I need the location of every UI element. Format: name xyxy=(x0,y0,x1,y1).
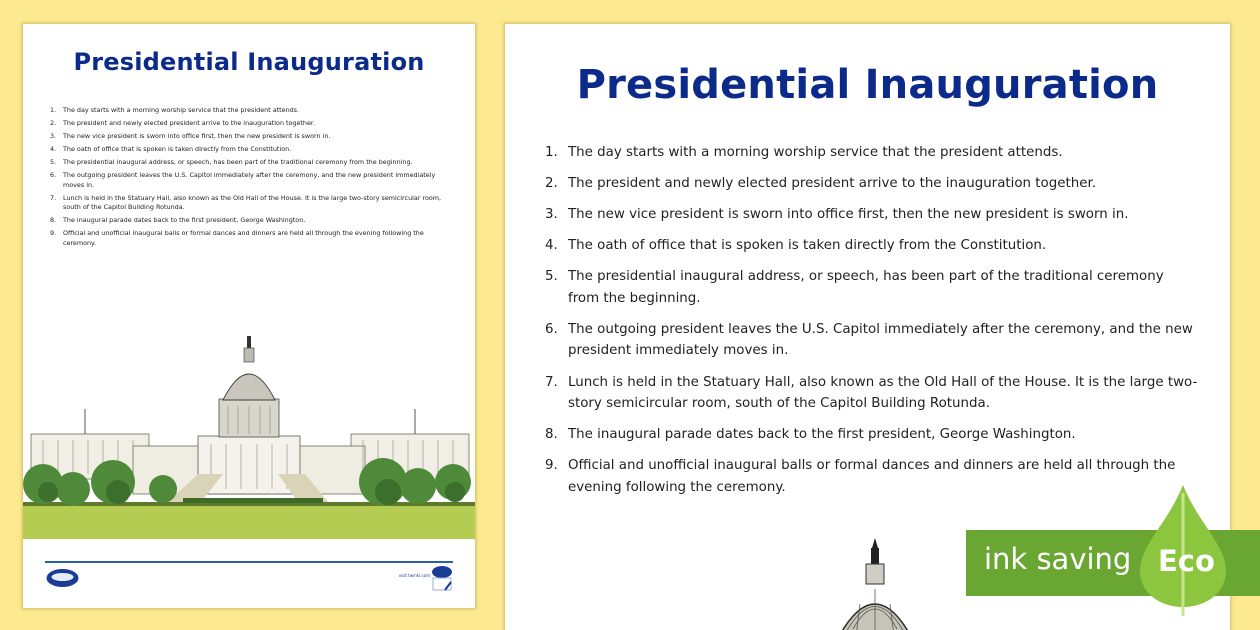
list-item: 8. The inaugural parade dates back to the first president, George Washington. xyxy=(545,427,1076,443)
list-item: 7. Lunch is held in the Statuary Hall, also known as the Old Hall of the House. It is the large two-story semicircular room, south of the Capitol Building Rotunda. xyxy=(50,193,442,212)
list-item: 2. The president and newly elected president arrive to the inauguration together. xyxy=(545,176,1096,192)
list-item: 2. The president and newly elected president arrive to the inauguration together. xyxy=(50,118,315,127)
facts-list xyxy=(545,142,1198,498)
worksheet-thumbnail xyxy=(23,24,475,608)
page-title: Presidential Inauguration xyxy=(576,62,1159,108)
list-item: 5. The presidential inaugural address, or speech, has been part of the traditional ceremony from the beginning. xyxy=(50,157,413,166)
twinkl-logo-icon xyxy=(45,567,80,589)
list-item: 8. The inaugural parade dates back to the first president, George Washington. xyxy=(50,216,306,225)
facts-list xyxy=(50,106,453,248)
capitol-dome-illustration xyxy=(825,534,925,630)
list-item: 4. The oath of office that is spoken is taken directly from the Constitution. xyxy=(545,238,1047,254)
list-item: 7. Lunch is held in the Statuary Hall, also known as the Old Hall of the House. It is the large two-story semicircular room, south of the Capitol Building Rotunda. xyxy=(545,374,1198,412)
page-title: Presidential Inauguration xyxy=(73,48,425,76)
list-item: 6. The outgoing president leaves the U.S. Capitol immediately after the ceremony, and the new president immediately moves in. xyxy=(545,321,1193,359)
capitol-illustration xyxy=(23,334,475,539)
list-item: 6. The outgoing president leaves the U.S. Capitol immediately after the ceremony, and the new president immediately moves in. xyxy=(50,170,436,189)
list-item: 9. Official and unofficial inaugural balls or formal dances and dinners are held all through the evening following the ceremony. xyxy=(545,458,1176,495)
list-item: 9. Official and unofficial inaugural balls or formal dances and dinners are held all through the evening following the ceremony. xyxy=(50,229,424,247)
list-item: 1. The day starts with a morning worship service that the president attends. xyxy=(545,145,1063,160)
twinkl-badge-icon xyxy=(431,564,453,592)
list-item: 5. The presidential inaugural address, or speech, has been part of the traditional ceremony from the beginning. xyxy=(545,269,1164,306)
badge-eco-word: Eco xyxy=(1158,544,1215,578)
list-item: 3. The new vice president is sworn into office first, then the new president is sworn in. xyxy=(50,131,331,140)
list-item: 3. The new vice president is sworn into office first, then the new president is sworn in. xyxy=(545,207,1129,223)
footer-divider xyxy=(45,561,453,563)
list-item: 4. The oath of office that is spoken is taken directly from the Constitution. xyxy=(50,144,292,153)
footer-url: visit twinkl.com xyxy=(398,573,430,578)
badge-label: ink saving xyxy=(984,542,1132,576)
list-item: 1. The day starts with a morning worship service that the president attends. xyxy=(50,106,300,114)
